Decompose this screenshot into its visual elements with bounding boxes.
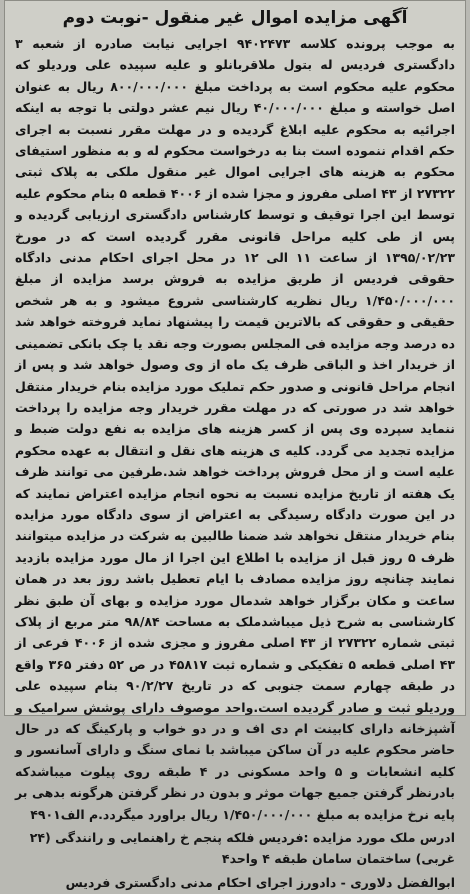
property-address: ادرس ملک مورد مزایده :فردیس فلکه پنجم خ راهنمایی و رانندگی (۲۴ غربی) ساختمان سامان طبقه ۴ واحد۴ [29, 830, 455, 867]
notice-title: آگهی مزایده اموال غیر منقول -نوبت دوم [62, 8, 408, 28]
notice-signature: ابوالفضل دلاوری - دادورز اجرای احکام مدنی دادگستری فردیس [65, 875, 455, 891]
notice-body: به موجب پرونده کلاسه ۹۴۰۲۴۷۳ اجرایی نیابت صادره از شعبه ۳ دادگستری فردیس له بتول ملاقربانلو و علیه سپیده علی وردیلو که محکوم علیه محکوم است به پرداخت مبلغ ۸۰۰/۰۰۰/۰۰۰ ریال به عنوان اصل خواسته و مبلغ ۴۰/۰۰۰/۰۰۰ ریال نیم عشر دولتی با توجه به اینکه اجرائیه به محکوم علیه ابلاغ گردیده و در مهلت مقرر نسبت به اجرای حکم اقدام ننموده است بنا به درخواست محکوم له و به منظور استیفای محکوم به هزینه های اجرایی اموال غیر منقول ملکی به پلاک ثبتی ۲۷۳۲۲ از ۴۳ اصلی مفروز و مجزا شده از ۴۰۰۶ قطعه ۵ بنام محکوم علیه توسط این اجرا توقیف و توسط کارشناس دادگستری ارزیابی گردیده و پس از طی کلیه مراحل قانونی مقرر گردیده است که در مورخ ۱۳۹۵/۰۲/۲۳ از ساعت ۱۱ الی ۱۲ در محل اجرای احکام مدنی دادگاه حقوقی فردیس از طریق مزایده به فروش برسد مزایده از مبلغ ۱/۴۵۰/۰۰۰/۰۰۰ ریال نظریه کارشناسی شروع میشود و به هر شخص حقیقی و حقوقی که بالاترین قیمت را پیشنهاد نماید فروخته خواهد شد ده درصد وجه مزایده فی المجلس بصورت وجه نقد یا چک بانکی تضمینی از خریدار اخذ و الباقی ظرف یک ماه از وی وصول خواهد شد و پس از انجام مراحل قانونی و صدور حکم تملیک مورد مزایده بنام خریدار منتقل خواهد شد در صورتی که در مهلت مقرر خریدار وجه مزایده را پرداخت ننماید سپرده وی پس از کسر هزینه های مزایده به نفع دولت ضبط و مزایده تجدید می گردد. کلیه ی هزینه های نقل و انتقال به عهده محکوم علیه است و از محل فروش پرداخت خواهد شد.طرفین می توانند ظرف یک هفته از تاریخ مزایده نسبت به نحوه انجام مزایده اعتراض نمایند که در این صورت دادگاه رسیدگی به اعتراض از سوی دادگاه مورد مزایده بنام خریدار منتقل نخواهد شد ضمنا طالبین به شرکت در مزایده میتوانند ظرف ۵ روز قبل از مزایده با اطلاع این اجرا از مال مورد مزایده بازدید نمایند چنانچه روز مزایده مصادف با ایام تعطیل باشد روز بعد در همان ساعت و مکان برگزار خواهد شدمال مورد مزایده و بهای آن طبق نظر کارشناسی به شرح ذیل میباشدملک به مساحت ۹۸/۸۴ متر مربع از پلاک ثبتی شماره ۲۷۳۲۲ از ۴۳ اصلی مفروز و مجزی شده از ۴۰۰۶ فرعی از ۴۳ اصلی قطعه ۵ تفکیکی و شماره ثبت ۴۵۸۱۷ در ص ۵۲ دفتر ۳۶۵ واقع در طبقه چهارم سمت جنوبی که در تاریخ ۹۰/۲/۲۷ بنام سپیده علی وردیلو ثبت و صادر گردیده است.واحد موصوف دارای پوشش سرامیک و آشپزخانه دارای کابینت ام دی اف و در دو خواب و پارکینگ که در حال حاضر محکوم علیه در آن ساکن میباشد با نمای سنگ و دارای آسانسور و کلیه انشعابات و ۵ واحد مسکونی در ۴ طبقه روی پیلوت میباشدکه بادرنظر گرفتن جمیع جهات موثر و بدون در نظر گرفتن هرگونه بدهی بر پایه نرخ مزایده به مبلغ ۱/۴۵۰/۰۰۰/۰۰۰ ریال براورد میگردد.م الف۴۹۰۱ [15, 36, 456, 822]
newspaper-clipping [4, 0, 466, 891]
